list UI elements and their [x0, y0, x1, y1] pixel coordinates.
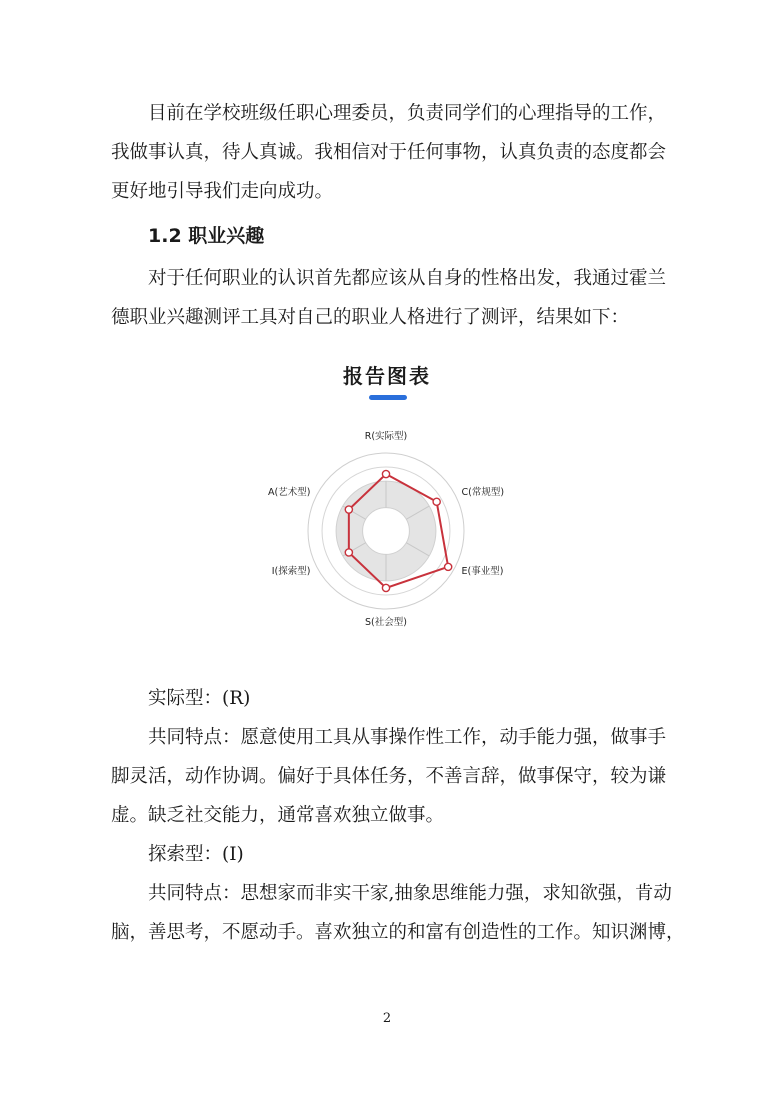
- intro-line-1: 目前在学校班级任职心理委员，负责同学们的心理指导的工作，: [148, 103, 667, 124]
- radar-point: [433, 498, 440, 505]
- report-title: 报告图表: [343, 364, 431, 388]
- interest-paragraph: [111, 259, 671, 337]
- radar-ring-inner: [363, 508, 410, 555]
- investigative-heading: 探索型：(I): [148, 844, 244, 865]
- radar-axis-label: A(艺术型): [268, 487, 311, 498]
- intro-line-3: 更好地引导我们走向成功。: [111, 181, 334, 202]
- radar-point: [382, 470, 389, 477]
- realistic-section: [111, 679, 671, 835]
- page-number: 2: [382, 1011, 392, 1026]
- radar-point: [345, 549, 352, 556]
- radar-axis-label: I(探索型): [271, 566, 311, 577]
- radar-axis-label: S(社会型): [365, 617, 407, 628]
- radar-axis-label: R(实际型): [364, 431, 408, 442]
- radar-axis-label: C(常规型): [461, 487, 505, 498]
- radar-point: [445, 563, 452, 570]
- radar-point: [382, 584, 389, 591]
- realistic-line-2: 脚灵活，动作协调。偏好于具体任务，不善言辞，做事保守，较为谦: [111, 766, 667, 787]
- intro-paragraph: [111, 94, 671, 211]
- realistic-line-3: 虚。缺乏社交能力，通常喜欢独立做事。: [111, 805, 445, 826]
- realistic-line-1: 共同特点：愿意使用工具从事操作性工作，动手能力强，做事手: [148, 727, 667, 748]
- realistic-heading: 实际型：(R): [148, 688, 251, 709]
- radar-axis-label: E(事业型): [461, 566, 504, 577]
- intro-line-2: 我做事认真，待人真诚。我相信对于任何事物，认真负责的态度都会: [111, 142, 667, 163]
- section-title: 1.2 职业兴趣: [148, 225, 265, 247]
- radar-chart: [255, 430, 525, 630]
- interest-line-2: 德职业兴趣测评工具对自己的职业人格进行了测评，结果如下：: [111, 307, 630, 328]
- report-title-underline: [369, 395, 407, 400]
- interest-line-1: 对于任何职业的认识首先都应该从自身的性格出发，我通过霍兰: [148, 268, 667, 289]
- investigative-line-1: 共同特点：思想家而非实干家,抽象思维能力强，求知欲强，肯动: [148, 883, 672, 904]
- investigative-section: [111, 835, 685, 952]
- radar-point: [345, 506, 352, 513]
- investigative-line-2: 脑，善思考，不愿动手。喜欢独立的和富有创造性的工作。知识渊博，: [111, 922, 685, 943]
